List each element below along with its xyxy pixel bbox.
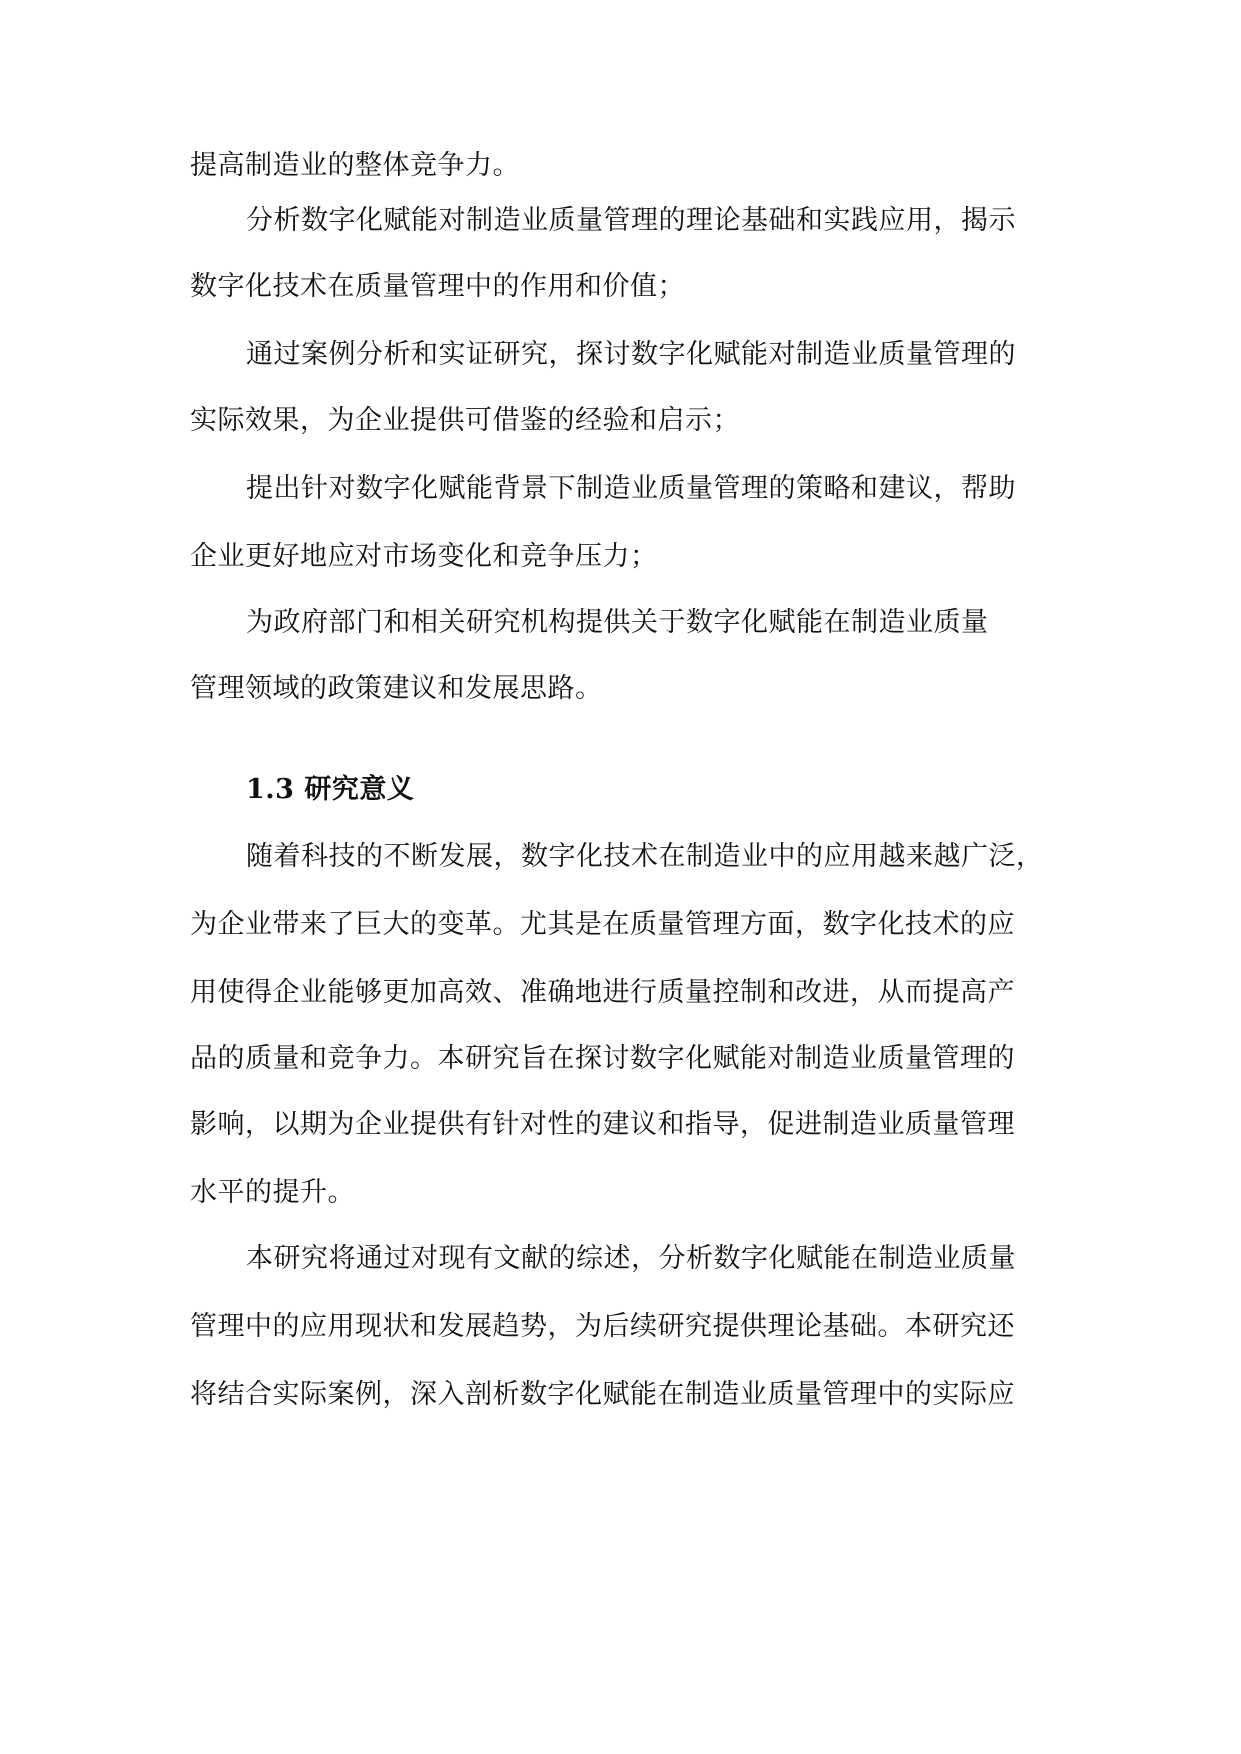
section-heading: 1.3 研究意义: [246, 774, 415, 805]
text-line: 提高制造业的整体竞争力。: [190, 150, 520, 181]
text-line: 分析数字化赋能对制造业质量管理的理论基础和实践应用，揭示: [246, 205, 1016, 236]
text-line: 企业更好地应对市场变化和竞争压力；: [190, 541, 658, 572]
text-line: 将结合实际案例，深入剖析数字化赋能在制造业质量管理中的实际应: [190, 1379, 1015, 1410]
text-line: 提出针对数字化赋能背景下制造业质量管理的策略和建议，帮助: [246, 473, 1016, 504]
text-line: 通过案例分析和实证研究，探讨数字化赋能对制造业质量管理的: [246, 339, 1016, 370]
text-line: 实际效果，为企业提供可借鉴的经验和启示；: [190, 405, 740, 436]
text-line: 数字化技术在质量管理中的作用和价值；: [190, 271, 685, 302]
text-line: 随着科技的不断发展，数字化技术在制造业中的应用越来越广泛，: [246, 841, 1044, 872]
text-line: 管理领域的政策建议和发展思路。: [190, 673, 603, 704]
text-line: 为企业带来了巨大的变革。尤其是在质量管理方面，数字化技术的应: [190, 909, 1015, 940]
text-line: 用使得企业能够更加高效、准确地进行质量控制和改进，从而提高产: [190, 977, 1015, 1008]
text-line: 水平的提升。: [190, 1177, 355, 1208]
text-line: 品的质量和竞争力。本研究旨在探讨数字化赋能对制造业质量管理的: [190, 1043, 1015, 1074]
text-line: 为政府部门和相关研究机构提供关于数字化赋能在制造业质量: [246, 607, 989, 638]
text-line: 管理中的应用现状和发展趋势，为后续研究提供理论基础。本研究还: [190, 1311, 1015, 1342]
text-line: 影响，以期为企业提供有针对性的建议和指导，促进制造业质量管理: [190, 1109, 1015, 1140]
text-line: 本研究将通过对现有文献的综述，分析数字化赋能在制造业质量: [246, 1243, 1016, 1274]
